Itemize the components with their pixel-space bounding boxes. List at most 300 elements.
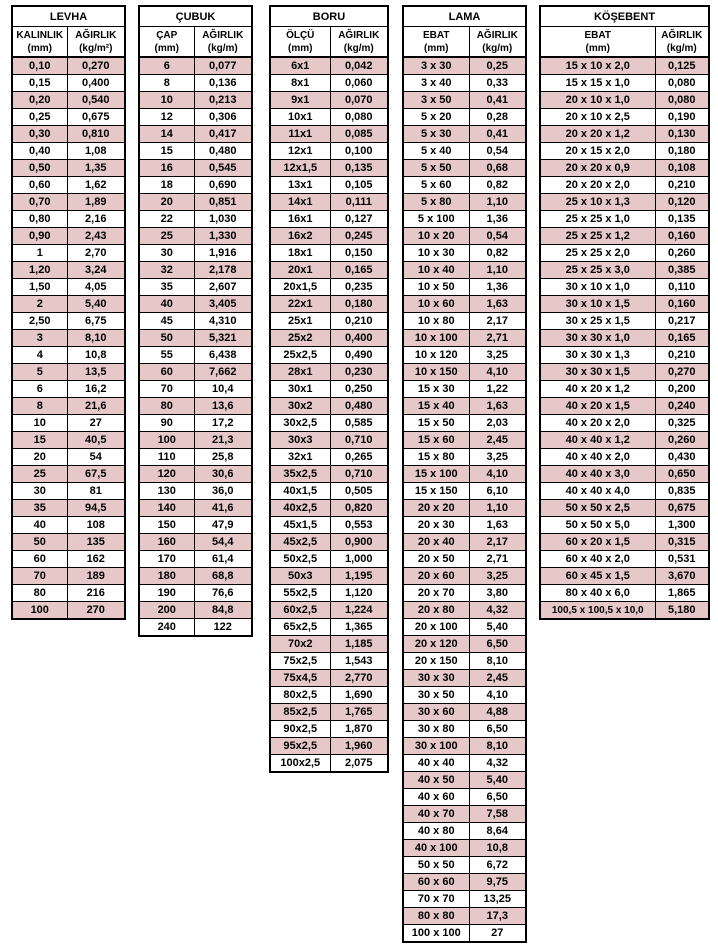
cubuk-column-header: [139, 27, 194, 58]
weight-cell: 0,127: [330, 211, 388, 228]
kosebent-column-header: [540, 27, 655, 58]
table-row: [12, 143, 125, 160]
size-cell: 30x1: [270, 381, 330, 398]
size-cell: 60 x 60: [403, 874, 469, 891]
table-row: [270, 687, 388, 704]
weight-cell: 1,870: [330, 721, 388, 738]
size-cell: 40 x 100: [403, 840, 469, 857]
size-cell: 30 x 60: [403, 704, 469, 721]
levha-table: [11, 5, 126, 620]
table-row: [270, 211, 388, 228]
weight-cell: 1,22: [469, 381, 526, 398]
table-row: [270, 245, 388, 262]
table-row: [403, 534, 526, 551]
size-cell: 8: [12, 398, 67, 415]
size-cell: 6: [12, 381, 67, 398]
weight-cell: 1,08: [67, 143, 125, 160]
column-header-unit: (mm): [27, 42, 52, 54]
weight-cell: 0,545: [194, 160, 252, 177]
kosebent-title-row: [540, 6, 709, 27]
table-row: [12, 551, 125, 568]
cubuk-header-row: [139, 27, 252, 58]
size-cell: 8x1: [270, 75, 330, 92]
table-row: [403, 279, 526, 296]
weight-cell: 6,438: [194, 347, 252, 364]
table-row: [270, 262, 388, 279]
size-cell: 25 x 10 x 1,3: [540, 194, 655, 211]
table-row: [139, 415, 252, 432]
size-cell: 22x1: [270, 296, 330, 313]
table-row: [12, 92, 125, 109]
table-row: [403, 313, 526, 330]
weight-cell: 17,3: [469, 908, 526, 925]
weight-cell: 10,8: [469, 840, 526, 857]
weight-cell: 6,10: [469, 483, 526, 500]
weight-cell: 4,10: [469, 364, 526, 381]
table-row: [270, 364, 388, 381]
size-cell: 130: [139, 483, 194, 500]
table-row: [12, 296, 125, 313]
lama-title: LAMA: [403, 6, 526, 27]
column-header-unit: (mm): [288, 42, 313, 54]
weight-cell: 0,82: [469, 177, 526, 194]
table-row: [403, 789, 526, 806]
size-cell: 30x3: [270, 432, 330, 449]
table-row: [403, 619, 526, 636]
table-row: [403, 143, 526, 160]
size-cell: 50x2,5: [270, 551, 330, 568]
size-cell: 18x1: [270, 245, 330, 262]
weight-cell: 1,120: [330, 585, 388, 602]
size-cell: 20 x 70: [403, 585, 469, 602]
table-row: [540, 398, 709, 415]
size-cell: 20 x 60: [403, 568, 469, 585]
weight-cell: 3,80: [469, 585, 526, 602]
weight-cell: 54,4: [194, 534, 252, 551]
size-cell: 0,10: [12, 57, 67, 75]
size-cell: 50 x 50 x 5,0: [540, 517, 655, 534]
table-row: [139, 381, 252, 398]
size-cell: 10 x 60: [403, 296, 469, 313]
weight-cell: 0,675: [655, 500, 709, 517]
column-header-label: KALINLIK: [16, 29, 64, 41]
weight-cell: 1,224: [330, 602, 388, 619]
size-cell: 20x1,5: [270, 279, 330, 296]
size-cell: 25 x 25 x 3,0: [540, 262, 655, 279]
size-cell: 180: [139, 568, 194, 585]
table-row: [139, 211, 252, 228]
table-row: [270, 619, 388, 636]
weight-cell: 25,8: [194, 449, 252, 466]
table-row: [403, 568, 526, 585]
size-cell: 25: [12, 466, 67, 483]
column-header-label: ÇAP: [156, 29, 178, 41]
table-row: [403, 364, 526, 381]
size-cell: 32x1: [270, 449, 330, 466]
size-cell: 120: [139, 466, 194, 483]
weight-cell: 84,8: [194, 602, 252, 619]
weight-cell: 108: [67, 517, 125, 534]
size-cell: 0,50: [12, 160, 67, 177]
weight-cell: 0,54: [469, 143, 526, 160]
table-row: [12, 568, 125, 585]
weight-cell: 2,43: [67, 228, 125, 245]
size-cell: 25x2,5: [270, 347, 330, 364]
weight-cell: 8,10: [67, 330, 125, 347]
table-row: [12, 449, 125, 466]
weight-cell: 3,25: [469, 568, 526, 585]
size-cell: 40x1,5: [270, 483, 330, 500]
lama-title-row: [403, 6, 526, 27]
weight-cell: 0,060: [330, 75, 388, 92]
table-row: [540, 466, 709, 483]
size-cell: 5 x 40: [403, 143, 469, 160]
levha-title-row: [12, 6, 125, 27]
size-cell: 45x1,5: [270, 517, 330, 534]
table-row: [270, 500, 388, 517]
column-header-unit: (mm): [585, 42, 610, 54]
table-row: [12, 57, 125, 75]
size-cell: 20 x 20 x 2,0: [540, 177, 655, 194]
column-header-label: AĞIRLIK: [661, 29, 703, 41]
table-row: [403, 840, 526, 857]
table-row: [403, 738, 526, 755]
size-cell: 95x2,5: [270, 738, 330, 755]
size-cell: 30x2: [270, 398, 330, 415]
table-row: [139, 160, 252, 177]
size-cell: 20 x 120: [403, 636, 469, 653]
weight-cell: 13,5: [67, 364, 125, 381]
weight-cell: 0,165: [330, 262, 388, 279]
weight-cell: 2,03: [469, 415, 526, 432]
table-row: [403, 500, 526, 517]
table-row: [12, 585, 125, 602]
size-cell: 50: [12, 534, 67, 551]
table-row: [403, 653, 526, 670]
table-row: [139, 126, 252, 143]
table-row: [139, 245, 252, 262]
table-row: [540, 551, 709, 568]
table-row: [540, 228, 709, 245]
size-cell: 30 x 80: [403, 721, 469, 738]
weight-cell: 0,33: [469, 75, 526, 92]
weight-cell: 0,430: [655, 449, 709, 466]
weight-cell: 4,10: [469, 687, 526, 704]
size-cell: 12: [139, 109, 194, 126]
size-cell: 80: [12, 585, 67, 602]
weight-cell: 3,25: [469, 449, 526, 466]
weight-cell: 1,63: [469, 296, 526, 313]
size-cell: 160: [139, 534, 194, 551]
kosebent-title: KÖŞEBENT: [540, 6, 709, 27]
size-cell: 50: [139, 330, 194, 347]
table-row: [403, 823, 526, 840]
weight-cell: 0,105: [330, 177, 388, 194]
table-row: [270, 738, 388, 755]
table-row: [270, 670, 388, 687]
size-cell: 35x2,5: [270, 466, 330, 483]
size-cell: 30 x 30 x 1,0: [540, 330, 655, 347]
weight-cell: 0,540: [67, 92, 125, 109]
weight-cell: 2,45: [469, 432, 526, 449]
weight-cell: 0,165: [655, 330, 709, 347]
weight-cell: 1,030: [194, 211, 252, 228]
table-row: [270, 160, 388, 177]
table-row: [270, 313, 388, 330]
size-cell: 10: [12, 415, 67, 432]
weight-cell: 2,45: [469, 670, 526, 687]
size-cell: 15 x 10 x 2,0: [540, 57, 655, 75]
weight-cell: 270: [67, 602, 125, 620]
column-header-label: ÖLÇÜ: [286, 29, 315, 41]
table-row: [540, 483, 709, 500]
weight-cell: 5,40: [469, 772, 526, 789]
cubuk-column-header: [194, 27, 252, 58]
size-cell: 40: [139, 296, 194, 313]
size-cell: 20x1: [270, 262, 330, 279]
table-row: [12, 432, 125, 449]
table-row: [270, 449, 388, 466]
table-row: [270, 704, 388, 721]
table-row: [403, 551, 526, 568]
size-cell: 30: [12, 483, 67, 500]
size-cell: 5 x 80: [403, 194, 469, 211]
weight-cell: 0,070: [330, 92, 388, 109]
weight-cell: 10,8: [67, 347, 125, 364]
weight-cell: 4,10: [469, 466, 526, 483]
weight-cell: 2,770: [330, 670, 388, 687]
table-row: [403, 517, 526, 534]
table-row: [270, 721, 388, 738]
table-row: [270, 602, 388, 619]
size-cell: 20 x 10 x 1,0: [540, 92, 655, 109]
table-row: [139, 279, 252, 296]
table-row: [403, 755, 526, 772]
weight-cell: 4,32: [469, 602, 526, 619]
weight-cell: 0,230: [330, 364, 388, 381]
table-row: [403, 211, 526, 228]
size-cell: 80 x 80: [403, 908, 469, 925]
size-cell: 12x1: [270, 143, 330, 160]
weight-cell: 0,270: [655, 364, 709, 381]
weight-cell: 0,41: [469, 92, 526, 109]
size-cell: 2,50: [12, 313, 67, 330]
weight-cell: 30,6: [194, 466, 252, 483]
weight-cell: 27: [67, 415, 125, 432]
size-cell: 10 x 30: [403, 245, 469, 262]
weight-cell: 0,25: [469, 57, 526, 75]
weight-cell: 0,235: [330, 279, 388, 296]
table-row: [540, 279, 709, 296]
table-row: [403, 806, 526, 823]
size-cell: 30 x 50: [403, 687, 469, 704]
weight-cell: 216: [67, 585, 125, 602]
weight-cell: 0,28: [469, 109, 526, 126]
weight-cell: 3,405: [194, 296, 252, 313]
weight-cell: 0,160: [655, 296, 709, 313]
size-cell: 0,15: [12, 75, 67, 92]
column-header-unit: (kg/m): [666, 42, 697, 54]
table-row: [270, 177, 388, 194]
weight-cell: 5,40: [469, 619, 526, 636]
size-cell: 30 x 10 x 1,0: [540, 279, 655, 296]
weight-cell: 1,62: [67, 177, 125, 194]
levha-column-header: [67, 27, 125, 58]
size-cell: 3 x 40: [403, 75, 469, 92]
cubuk-title: ÇUBUK: [139, 6, 252, 27]
size-cell: 75x4,5: [270, 670, 330, 687]
weight-cell: 6,72: [469, 857, 526, 874]
column-header-label: AĞIRLIK: [476, 29, 518, 41]
weight-cell: 0,085: [330, 126, 388, 143]
table-row: [139, 92, 252, 109]
weight-cell: 0,210: [330, 313, 388, 330]
size-cell: 20 x 15 x 2,0: [540, 143, 655, 160]
table-row: [403, 483, 526, 500]
table-row: [403, 670, 526, 687]
weight-cell: 81: [67, 483, 125, 500]
table-row: [12, 364, 125, 381]
table-row: [540, 92, 709, 109]
size-cell: 3 x 30: [403, 57, 469, 75]
weight-cell: 1,916: [194, 245, 252, 262]
weight-cell: 0,260: [655, 245, 709, 262]
size-cell: 9x1: [270, 92, 330, 109]
size-cell: 80 x 40 x 6,0: [540, 585, 655, 602]
table-row: [270, 330, 388, 347]
table-row: [540, 330, 709, 347]
table-row: [270, 755, 388, 773]
size-cell: 22: [139, 211, 194, 228]
weight-cell: 10,4: [194, 381, 252, 398]
weight-cell: 0,900: [330, 534, 388, 551]
table-row: [270, 109, 388, 126]
table-row: [540, 602, 709, 620]
weight-cell: 2,16: [67, 211, 125, 228]
size-cell: 40 x 20 x 1,2: [540, 381, 655, 398]
size-cell: 15 x 15 x 1,0: [540, 75, 655, 92]
size-cell: 20: [139, 194, 194, 211]
size-cell: 35: [139, 279, 194, 296]
table-row: [12, 534, 125, 551]
size-cell: 15 x 60: [403, 432, 469, 449]
column-header-unit: (mm): [154, 42, 179, 54]
weight-cell: 0,54: [469, 228, 526, 245]
table-row: [12, 517, 125, 534]
weight-cell: 0,100: [330, 143, 388, 160]
table-row: [270, 228, 388, 245]
table-row: [139, 602, 252, 619]
size-cell: 50x3: [270, 568, 330, 585]
size-cell: 20 x 20 x 0,9: [540, 160, 655, 177]
table-row: [139, 449, 252, 466]
weight-cell: 0,260: [655, 432, 709, 449]
size-cell: 40 x 40 x 2,0: [540, 449, 655, 466]
table-row: [270, 466, 388, 483]
size-cell: 40 x 70: [403, 806, 469, 823]
table-row: [270, 92, 388, 109]
size-cell: 6x1: [270, 57, 330, 75]
weight-cell: 2,075: [330, 755, 388, 773]
table-row: [139, 75, 252, 92]
size-cell: 16x2: [270, 228, 330, 245]
size-cell: 40 x 40: [403, 755, 469, 772]
column-header-label: EBAT: [423, 29, 450, 41]
table-row: [12, 75, 125, 92]
table-row: [139, 296, 252, 313]
size-cell: 40 x 20 x 2,0: [540, 415, 655, 432]
weight-cell: 0,240: [655, 398, 709, 415]
table-row: [540, 500, 709, 517]
table-row: [403, 925, 526, 943]
size-cell: 55x2,5: [270, 585, 330, 602]
weight-cell: 21,6: [67, 398, 125, 415]
size-cell: 0,80: [12, 211, 67, 228]
size-cell: 60x2,5: [270, 602, 330, 619]
size-cell: 10 x 150: [403, 364, 469, 381]
table-row: [403, 874, 526, 891]
cubuk-table: [138, 5, 253, 637]
size-cell: 28x1: [270, 364, 330, 381]
table-row: [403, 585, 526, 602]
weight-cell: 0,385: [655, 262, 709, 279]
table-row: [12, 398, 125, 415]
size-cell: 10 x 40: [403, 262, 469, 279]
table-row: [12, 347, 125, 364]
boru-column-header: [330, 27, 388, 58]
weight-cell: 2,17: [469, 534, 526, 551]
weight-cell: 0,042: [330, 57, 388, 75]
kosebent-header-row: [540, 27, 709, 58]
table-row: [139, 109, 252, 126]
table-row: [540, 245, 709, 262]
table-row: [270, 568, 388, 585]
weight-cell: 0,180: [330, 296, 388, 313]
size-cell: 10: [139, 92, 194, 109]
size-cell: 15: [12, 432, 67, 449]
table-row: [139, 585, 252, 602]
table-row: [403, 857, 526, 874]
table-row: [139, 313, 252, 330]
weight-cell: 0,690: [194, 177, 252, 194]
table-row: [139, 534, 252, 551]
size-cell: 30 x 30 x 1,3: [540, 347, 655, 364]
weight-cell: 0,710: [330, 466, 388, 483]
table-row: [403, 347, 526, 364]
weight-cell: 1,10: [469, 194, 526, 211]
table-row: [403, 126, 526, 143]
table-row: [139, 57, 252, 75]
weight-cell: 40,5: [67, 432, 125, 449]
size-cell: 20 x 80: [403, 602, 469, 619]
weight-cell: 0,505: [330, 483, 388, 500]
table-row: [540, 177, 709, 194]
weight-cell: 2,71: [469, 551, 526, 568]
weight-cell: 0,150: [330, 245, 388, 262]
size-cell: 40: [12, 517, 67, 534]
table-row: [12, 211, 125, 228]
size-cell: 40x2,5: [270, 500, 330, 517]
weight-cell: 0,135: [330, 160, 388, 177]
table-row: [139, 194, 252, 211]
size-cell: 60: [139, 364, 194, 381]
weight-cell: 0,650: [655, 466, 709, 483]
table-row: [540, 415, 709, 432]
table-row: [540, 194, 709, 211]
size-cell: 30: [139, 245, 194, 262]
weight-cell: 54: [67, 449, 125, 466]
size-cell: 140: [139, 500, 194, 517]
